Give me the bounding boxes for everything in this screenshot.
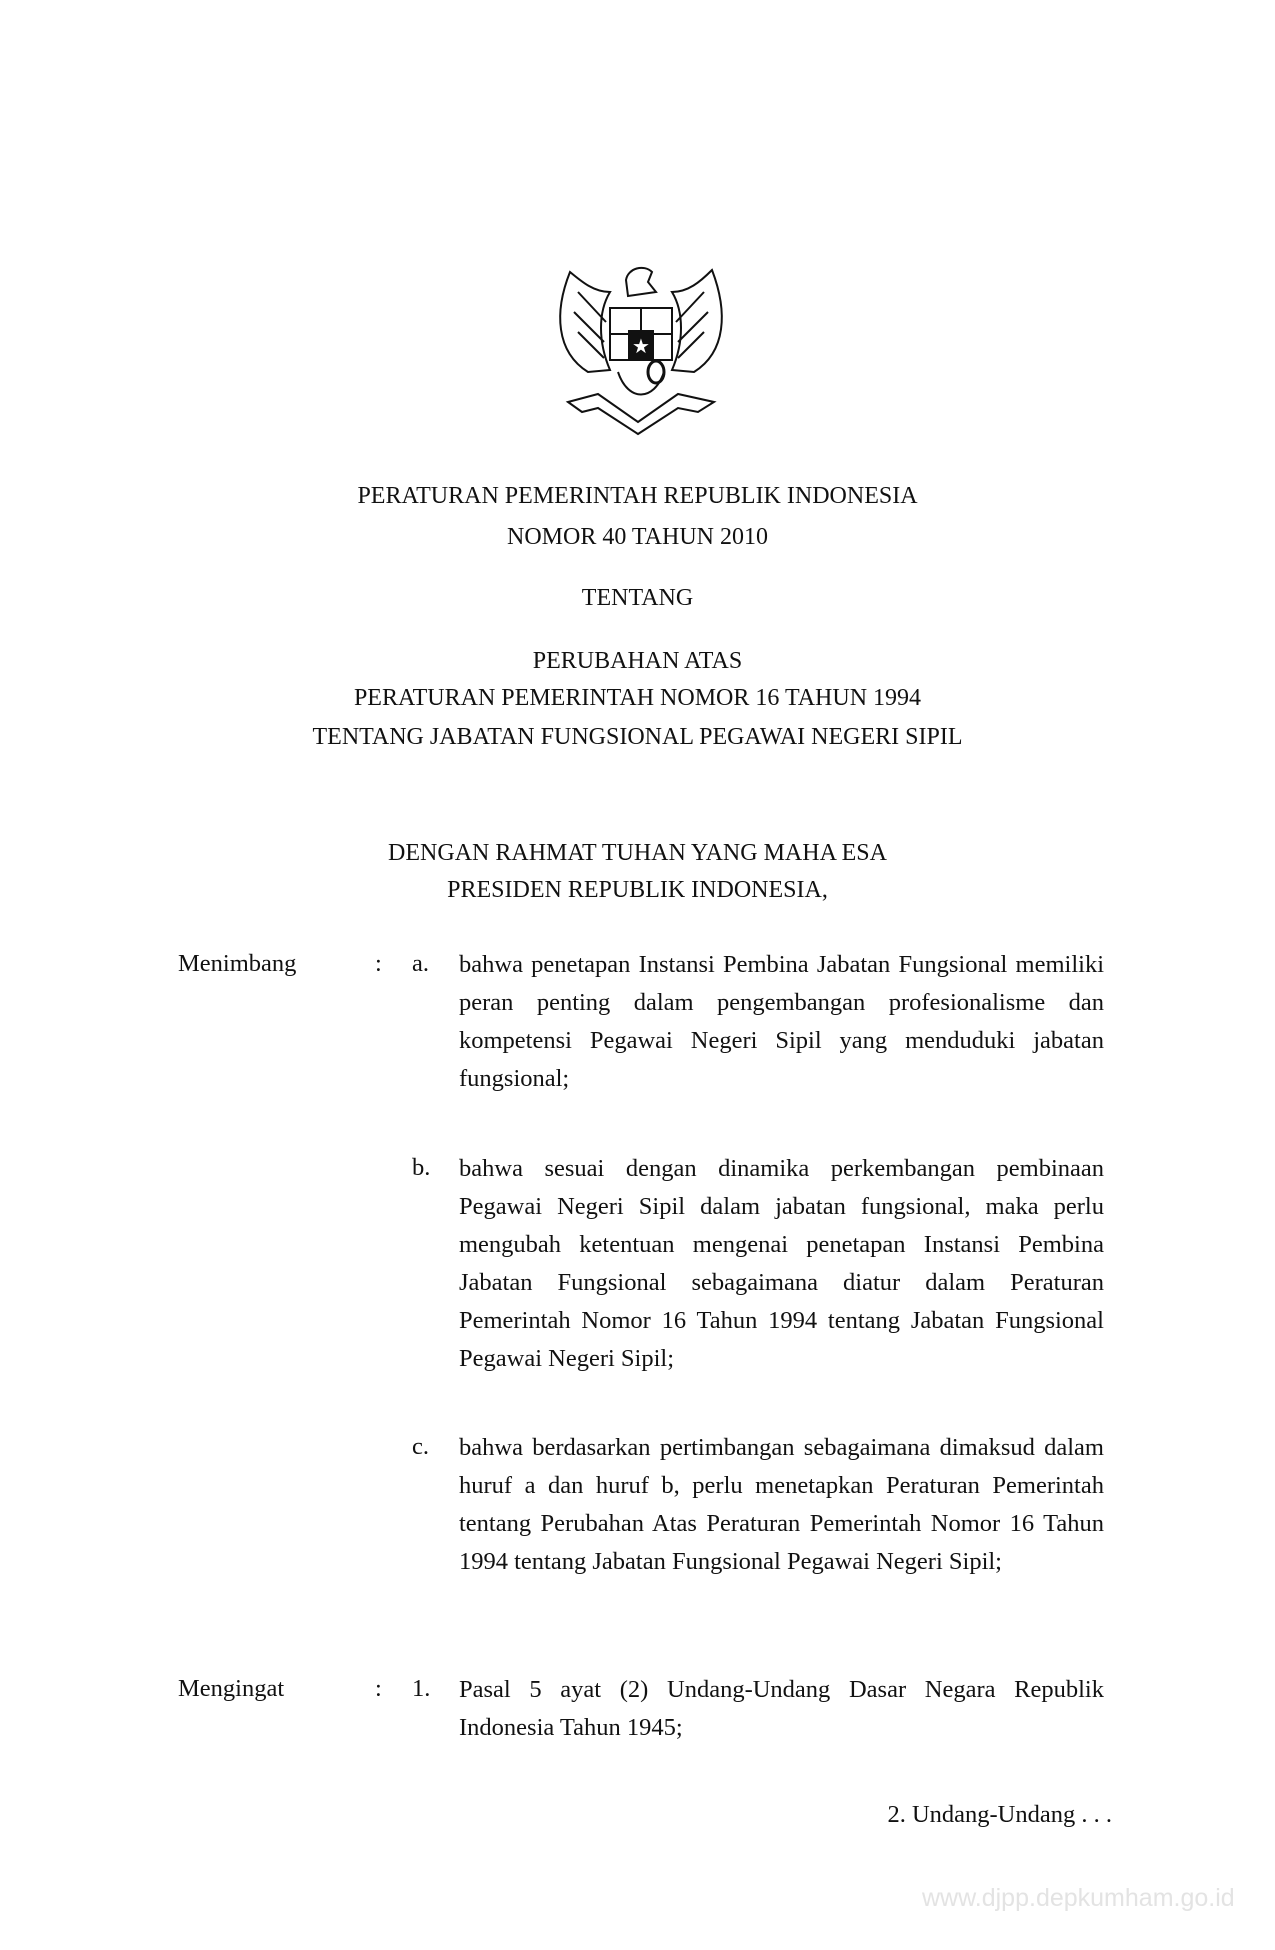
item-mark-b: b.: [412, 1154, 431, 1181]
menimbang-label: Menimbang: [178, 950, 297, 977]
subject-line-1: PERUBAHAN ATAS: [532, 648, 743, 674]
item-mark-1: 1.: [412, 1675, 431, 1702]
page-continuation: 2. Undang-Undang . . .: [887, 1801, 1112, 1828]
watermark: www.djpp.depkumham.go.id: [922, 1884, 1235, 1912]
mengingat-item-1: Pasal 5 ayat (2) Undang-Undang Dasar Negara Republik Indonesia Tahun 1945;: [459, 1676, 1104, 1741]
menimbang-item-a: bahwa penetapan Instansi Pembina Jabatan Fungsional memiliki peran penting dalam pengembangan profesionalisme dan kompetensi Pegawai Negeri Sipil yang menduduki jabatan fungsional;: [459, 951, 1104, 1092]
rahmat-line: DENGAN RAHMAT TUHAN YANG MAHA ESA: [388, 840, 887, 866]
item-mark-a: a.: [412, 950, 429, 977]
mengingat-label: Mengingat: [178, 1675, 285, 1702]
menimbang-colon: :: [375, 950, 382, 977]
menimbang-item-c: bahwa berdasarkan pertimbangan sebagaimana dimaksud dalam huruf a dan huruf b, perlu menetapkan Peraturan Pemerintah tentang Perubahan Atas Peraturan Pemerintah Nomor 16 Tahun 1994 tentang Jabatan Fungsional Pegawai Negeri Sipil;: [459, 1434, 1104, 1575]
subject-line-2: PERATURAN PEMERINTAH NOMOR 16 TAHUN 1994: [353, 685, 922, 711]
garuda-pancasila-emblem: [548, 252, 734, 444]
item-mark-c: c.: [412, 1433, 429, 1460]
presiden-line: PRESIDEN REPUBLIK INDONESIA,: [447, 877, 828, 903]
mengingat-colon: :: [375, 1675, 382, 1702]
menimbang-item-b: bahwa sesuai dengan dinamika perkembangan pembinaan Pegawai Negeri Sipil dalam jabatan fungsional, maka perlu mengubah ketentuan mengenai penetapan Instansi Pembina Jabatan Fungsional sebagaimana diatur dalam Peraturan Pemerintah Nomor 16 Tahun 1994 tentang Jabatan Fungsional Pegawai Negeri Sipil;: [459, 1155, 1104, 1372]
regulation-title: PERATURAN PEMERINTAH REPUBLIK INDONESIA: [357, 483, 918, 509]
svg-text:★: ★: [632, 336, 650, 358]
subject-line-3: TENTANG JABATAN FUNGSIONAL PEGAWAI NEGERI SIPIL: [312, 724, 963, 750]
tentang-heading: TENTANG: [581, 585, 694, 611]
regulation-number: NOMOR 40 TAHUN 2010: [507, 524, 768, 550]
